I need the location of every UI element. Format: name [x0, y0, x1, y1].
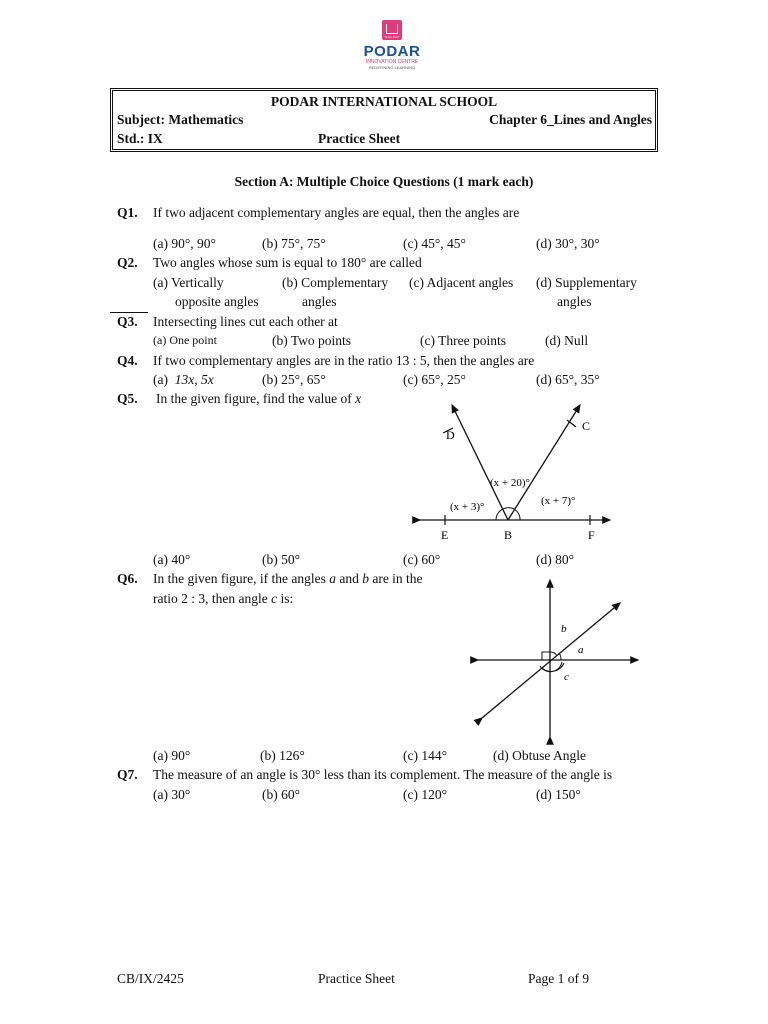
q7-text: The measure of an angle is 30° less than its complement. The measure of the angle is [153, 767, 613, 782]
angle-label-a: a [578, 644, 584, 656]
std-label: Std.: IX [117, 131, 163, 146]
q5-option-d: (d) 80° [536, 552, 575, 567]
q2-option-c: (c) Adjacent angles [409, 275, 514, 290]
q4-option-d: (d) 65°, 35° [536, 372, 600, 387]
q2-option-d-line2: angles [557, 294, 592, 309]
footer-code: CB/IX/2425 [117, 971, 184, 986]
q6-option-c: (c) 144° [403, 748, 448, 763]
divider-rule [110, 312, 148, 313]
q6-text-line2: ratio 2 : 3, then angle c is: [153, 591, 294, 606]
q2-option-b-line2: angles [302, 294, 337, 309]
q4-option-c: (c) 65°, 25° [403, 372, 466, 387]
q1-option-a: (a) 90°, 90° [153, 236, 216, 251]
q7-option-a: (a) 30° [153, 787, 191, 802]
right-angle-mark [542, 652, 550, 660]
q5-option-a: (a) 40° [153, 552, 191, 567]
q7-number: Q7. [117, 767, 138, 782]
q5-option-c: (c) 60° [403, 552, 441, 567]
arc-dbc [503, 508, 514, 509]
q1-option-c: (c) 45°, 45° [403, 236, 466, 251]
q2-option-a-line1: (a) Vertically [153, 275, 224, 290]
angle-label-b: b [561, 623, 567, 635]
arc-c-outer [542, 663, 564, 671]
q2-number: Q2. [117, 255, 138, 270]
q4-text: If two complementary angles are in the ratio 13 : 5, then the angles are [153, 353, 535, 368]
angle-label-c: c [564, 671, 569, 683]
q6-option-a: (a) 90° [153, 748, 191, 763]
q3-number: Q3. [117, 314, 138, 329]
chapter-label: Chapter 6_Lines and Angles [489, 112, 652, 127]
arc-a [559, 653, 561, 660]
q2-option-d-line1: (d) Supplementary [536, 275, 637, 290]
q5-text: In the given figure, find the value of x [156, 391, 362, 406]
label-f: F [588, 528, 595, 542]
q6-figure [470, 575, 645, 745]
q6-option-b: (b) 126° [260, 748, 305, 763]
q4-option-b: (b) 25°, 65° [262, 372, 326, 387]
school-logo: Since 1927 PODAR INNOVATION CENTRE REDEFINING LEARNING [362, 20, 422, 70]
q4-option-a: (a) 13x, 5x [153, 372, 214, 387]
sheet-label: Practice Sheet [318, 131, 401, 146]
q1-text: If two adjacent complementary angles are equal, then the angles are [153, 205, 520, 220]
logo-emblem: Since 1927 [382, 20, 402, 40]
q3-option-d: (d) Null [545, 333, 589, 348]
label-d: D [446, 428, 455, 442]
angle-x-plus-20: (x + 20)° [490, 477, 530, 489]
q7-option-c: (c) 120° [403, 787, 448, 802]
arc-ebd [496, 509, 503, 520]
q5-number: Q5. [117, 391, 138, 406]
label-b: B [504, 528, 513, 542]
label-c: C [582, 419, 591, 433]
q5-figure [400, 395, 630, 545]
q3-option-b: (b) Two points [272, 333, 352, 348]
angle-x-plus-3: (x + 3)° [450, 501, 485, 513]
page-number: Page 1 of 9 [528, 971, 590, 986]
q2-option-a-line2: opposite angles [175, 294, 259, 309]
q2-text: Two angles whose sum is equal to 180° are called [153, 255, 422, 270]
q1-option-d: (d) 30°, 30° [536, 236, 600, 251]
label-e: E [441, 528, 449, 542]
q1-number: Q1. [117, 205, 138, 220]
q7-option-d: (d) 150° [536, 787, 581, 802]
section-title: Section A: Multiple Choice Questions (1 mark each) [234, 174, 534, 189]
q3-option-a: (a) One point [153, 333, 217, 347]
q6-number: Q6. [117, 571, 138, 586]
q6-option-d: (d) Obtuse Angle [493, 748, 586, 763]
arc-b [550, 652, 557, 655]
q4-number: Q4. [117, 353, 138, 368]
school-name: PODAR INTERNATIONAL SCHOOL [270, 94, 498, 109]
q3-text: Intersecting lines cut each other at [153, 314, 338, 329]
q1-option-b: (b) 75°, 75° [262, 236, 326, 251]
subject-label: Subject: Mathematics [117, 112, 244, 127]
q3-option-c: (c) Three points [420, 333, 506, 348]
footer-title: Practice Sheet [318, 971, 395, 986]
q5-option-b: (b) 50° [262, 552, 301, 567]
q7-option-b: (b) 60° [262, 787, 301, 802]
q2-option-b-line1: (b) Complementary [282, 275, 389, 290]
angle-x-plus-7: (x + 7)° [541, 495, 576, 507]
arc-cbf [514, 509, 520, 520]
q6-text-line1: In the given figure, if the angles a and b are in the [153, 571, 423, 586]
